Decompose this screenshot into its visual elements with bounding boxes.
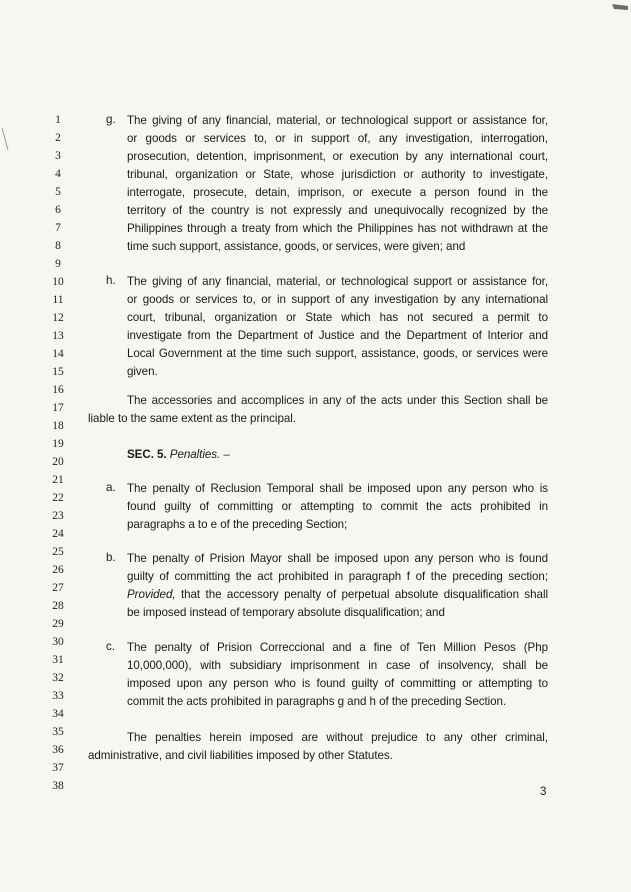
closing-line-2: administrative, and civil liabilities imposed by other Statutes.	[88, 749, 393, 762]
item-h-line: or goods or services to, or in support of any investigation by any international	[127, 293, 548, 306]
item-g-line: interrogate, prosecute, detain, imprison, or execute a person found in the	[127, 186, 548, 199]
line-number: 35	[52, 726, 64, 738]
line-number: 12	[52, 312, 64, 324]
penalty-c-line: imposed upon any person who is found guilty of committing or attempting to	[127, 677, 548, 690]
penalty-c-line: 10,000,000), with subsidiary imprisonment in case of insolvency, shall be	[127, 659, 548, 672]
line-number: 25	[52, 546, 64, 558]
line-number: 29	[52, 618, 64, 630]
line-number: 3	[55, 150, 61, 162]
line-number: 30	[52, 636, 64, 648]
accessories-line-1: The accessories and accomplices in any of the acts under this Section shall be	[127, 394, 548, 407]
line-number: 11	[52, 294, 64, 306]
penalty-a-line: The penalty of Reclusion Temporal shall be imposed upon any person who is	[127, 482, 548, 495]
page-number: 3	[540, 786, 547, 798]
penalty-a-line: found guilty of committing or attempting to commit the acts prohibited in	[127, 500, 548, 513]
line-number: 21	[52, 474, 64, 486]
line-number: 22	[52, 492, 64, 504]
line-number: 8	[55, 240, 61, 252]
provided-italic: Provided,	[127, 588, 176, 601]
item-g-line: The giving of any financial, material, or technological support or assistance for,	[127, 114, 548, 127]
provided-rest: that the accessory penalty of perpetual absolute disqualification shall	[175, 588, 548, 601]
line-number: 28	[52, 600, 64, 612]
item-h-line: court, tribunal, organization or State which has not secured a permit to	[127, 311, 548, 324]
section-title: Penalties. –	[169, 448, 230, 461]
closing-line-1: The penalties herein imposed are without prejudice to any other criminal,	[127, 731, 548, 744]
item-h-line: The giving of any financial, material, or technological support or assistance for,	[127, 275, 548, 288]
line-number: 17	[52, 402, 64, 414]
line-number: 36	[52, 744, 64, 756]
line-number: 14	[52, 348, 64, 360]
line-number: 37	[52, 762, 64, 774]
line-number: 10	[52, 276, 64, 288]
item-g-line: tribunal, organization or State, whose jurisdiction or authority to investigate,	[127, 168, 548, 181]
item-g-line: Philippines through a treaty from which the Philippines has not withdrawn at the	[127, 222, 548, 235]
item-g-line: prosecution, detention, imprisonment, or execution by any international court,	[127, 150, 548, 163]
line-number: 20	[52, 456, 64, 468]
penalty-c-line: commit the acts prohibited in paragraphs g and h of the preceding Section.	[127, 695, 507, 708]
penalty-c-line: The penalty of Prision Correccional and a fine of Ten Million Pesos (Php	[127, 641, 548, 654]
item-h-marker: h.	[106, 274, 116, 287]
line-number: 15	[52, 366, 64, 378]
penalty-b-line: guilty of committing the act prohibited in paragraph f of the preceding section;	[127, 570, 548, 583]
penalty-c-marker: c.	[106, 640, 116, 653]
line-number: 34	[52, 708, 64, 720]
line-number: 13	[52, 330, 64, 342]
penalty-a-line: paragraphs a to e of the preceding Section;	[127, 518, 348, 531]
item-h-line: Local Government at the time such support, assistance, goods, or services were	[127, 347, 548, 360]
line-number: 26	[52, 564, 64, 576]
penalty-b-marker: b.	[106, 551, 116, 564]
line-number: 38	[52, 780, 64, 792]
line-number: 19	[52, 438, 64, 450]
item-h-line: investigate from the Department of Justice and the Department of Interior and	[127, 329, 548, 342]
item-g-line: territory of the country is not expressly and unequivocally recognized by the	[127, 204, 548, 217]
accessories-line-2: liable to the same extent as the principal.	[88, 412, 296, 425]
penalty-b-line: The penalty of Prision Mayor shall be imposed upon any person who is found	[127, 552, 548, 565]
line-number: 5	[55, 186, 61, 198]
line-number: 7	[55, 222, 61, 234]
section-label: SEC. 5.	[127, 448, 167, 461]
line-number: 27	[52, 582, 64, 594]
line-number: 31	[52, 654, 64, 666]
line-number: 9	[55, 258, 61, 270]
line-number: 4	[55, 168, 61, 180]
item-h-line: given.	[127, 365, 158, 378]
line-number: 33	[52, 690, 64, 702]
line-number: 2	[55, 132, 61, 144]
line-number: 6	[55, 204, 61, 216]
line-number: 16	[52, 384, 64, 396]
line-number: 1	[55, 114, 61, 126]
penalty-b-line: be imposed instead of temporary absolute disqualification; and	[127, 606, 445, 619]
item-g-line: or goods or services to, or in support of, any investigation, interrogation,	[127, 132, 548, 145]
line-number: 24	[52, 528, 64, 540]
line-number: 18	[52, 420, 64, 432]
item-g-marker: g.	[106, 113, 116, 126]
item-g-line: time such support, assistance, goods, or services, were given; and	[127, 240, 466, 253]
line-number: 23	[52, 510, 64, 522]
line-number: 32	[52, 672, 64, 684]
penalty-a-marker: a.	[106, 481, 116, 494]
